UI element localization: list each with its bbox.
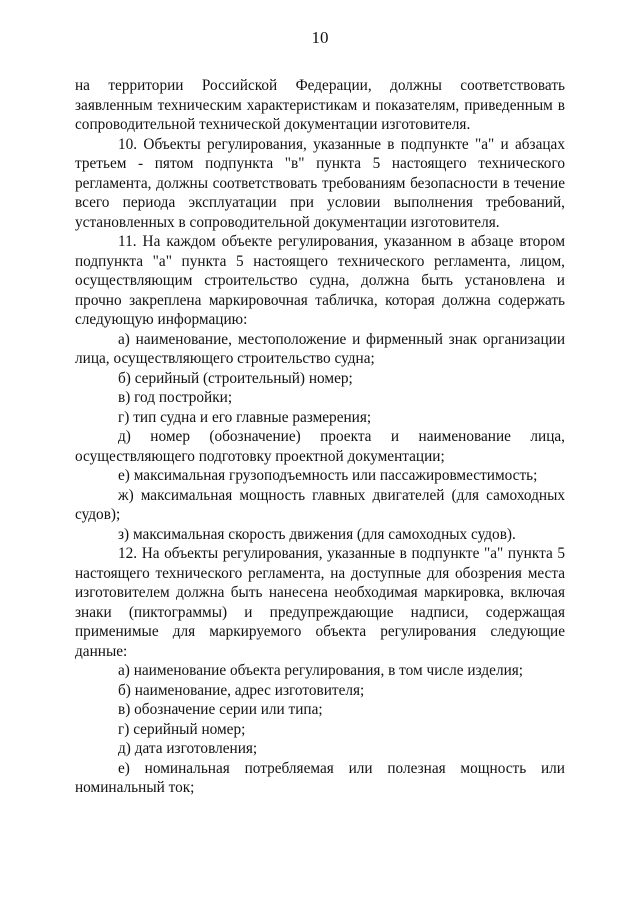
list-item-11v: в) год постройки;: [118, 389, 233, 406]
list-item-12a: а) наименование объекта регулирования, в том числе изделия;: [118, 662, 524, 679]
paragraph-clause-10: 10. Объекты регулирования, указанные в подпункте "а" и абзацах третьем - пятом подпункта "в" пункта 5 настоящего технического регламента, должны соответствовать требованиям безопасности в течение всего периода эксплуатации при условии выполнения требований, установленных в сопроводительной документации изготовителя.: [75, 135, 565, 231]
list-item-11b: б) серийный (строительный) номер;: [118, 369, 353, 387]
list-item-11a: а) наименование, местоположение и фирменный знак организации лица, осуществляющего строительство судна;: [75, 330, 565, 367]
list-item-12b: б) наименование, адрес изготовителя;: [118, 681, 365, 699]
document-body: [75, 76, 565, 798]
list-item-11d: д) номер (обозначение) проекта и наименование лица, осуществляющего подготовку проектной документации;: [75, 428, 565, 465]
list-item-11zh: ж) максимальная мощность главных двигателей (для самоходных судов);: [75, 486, 565, 523]
list-item-11g: г) тип судна и его главные размерения;: [118, 408, 372, 426]
paragraph-clause-11: 11. На каждом объекте регулирования, указанном в абзаце втором подпункта "а" пункта 5 настоящего технического регламента, лицом, осуществляющим строительство судна, должна быть установлена и прочно закреплена маркировочная табличка, которая должна содержать следующую информацию:: [75, 233, 565, 328]
list-item-11e: е) максимальная грузоподъемность или пассажировместимость;: [118, 467, 538, 484]
list-item-11z: з) максимальная скорость движения (для самоходных судов).: [118, 525, 516, 543]
page-number: 10: [311, 28, 329, 47]
list-item-12d: д) дата изготовления;: [118, 740, 258, 757]
list-item-12v: в) обозначение серии или типа;: [118, 701, 323, 718]
list-item-12e: е) номинальная потребляемая или полезная мощность или номинальный ток;: [75, 759, 565, 796]
paragraph-continuation: на территории Российской Федерации, должны соответствовать заявленным техническим характеристикам и показателям, приведенным в сопроводительной технической документации изготовителя.: [75, 77, 565, 133]
list-item-12g: г) серийный номер;: [118, 720, 246, 738]
paragraph-clause-12: 12. На объекты регулирования, указанные в подпункте "а" пункта 5 настоящего технического регламента, на доступные для обозрения места изготовителем должна быть нанесена необходимая маркировка, включая знаки (пиктограммы) и предупреждающие надписи, содержащая применимые для маркируемого объекта регулирования следующие данные:: [75, 545, 565, 660]
